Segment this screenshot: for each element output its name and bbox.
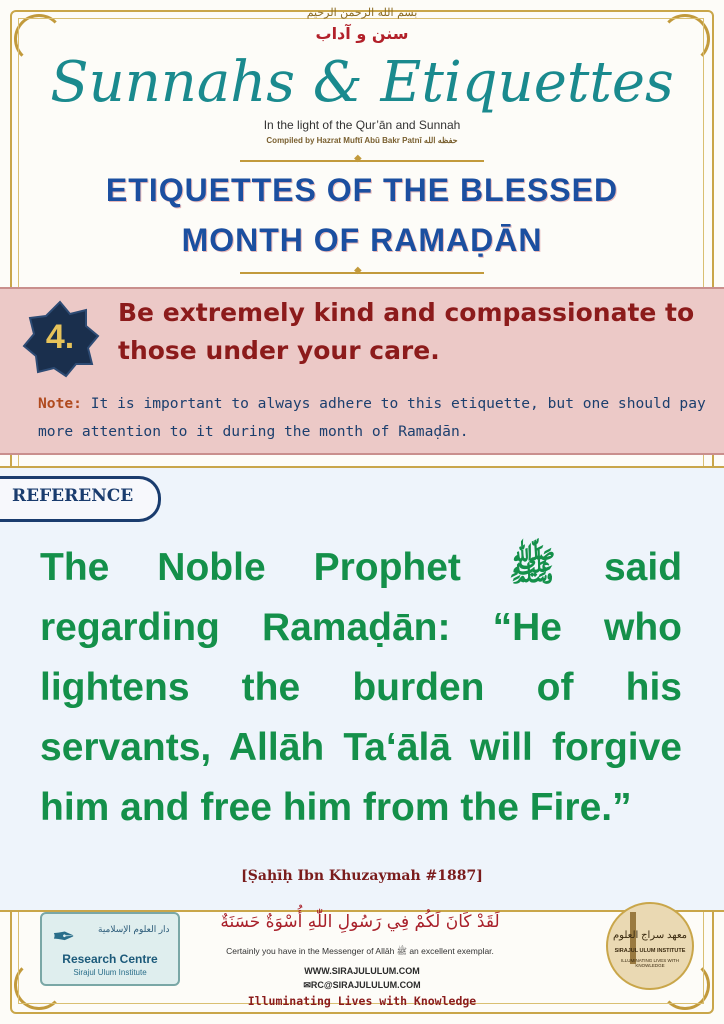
section-heading-line2: MONTH OF RAMAḌĀN (181, 222, 543, 258)
ornament-divider (240, 160, 484, 162)
etiquette-note (38, 390, 710, 446)
section-heading-line1: ETIQUETTES OF THE BLESSED (105, 172, 619, 208)
page-title: Sunnahs & Etiquettes (50, 50, 674, 115)
logo-name: Research Centre (62, 952, 158, 966)
tagline: Illuminating Lives with Knowledge (247, 994, 477, 1008)
note-label: Note: (38, 395, 82, 412)
website-link[interactable]: WWW.SIRAJULULUM.COM (304, 966, 420, 976)
hadith-quote: The Noble Prophet ﷺ said regarding Ramaḍān: “He who lightens the burden of his servants, Allāh Ta‘ālā will forgive him and free him from the Fire.” (40, 546, 683, 829)
logo-arabic: معهد سراج العلوم (612, 930, 688, 941)
quill-icon: ✒ (52, 921, 76, 952)
email-link[interactable]: ✉RC@SIRAJULULUM.COM (303, 980, 421, 990)
compiled-by: Compiled by Hazrat Muftī Abū Bakr Patnī حفظه الله (266, 136, 458, 145)
arabic-title: سنن و آداب (315, 24, 409, 43)
verse-arabic: لَقَدْ كَانَ لَكُمْ فِي رَسُولِ اللّٰهِ أُسْوَةٌ حَسَنَةٌ (220, 912, 500, 932)
hadith-source: [Ṣaḥīḥ Ibn Khuzaymah #1887] (241, 868, 483, 884)
note-text: It is important to always adhere to this etiquette, but one should pay more attention to it during the month of Ramaḍān. (38, 395, 706, 440)
bismillah-calligraphy: بسم الله الرحمن الرحيم (306, 6, 418, 19)
logo-motto: ILLUMINATING LIVES WITH KNOWLEDGE (621, 958, 679, 968)
ornament-divider (240, 272, 484, 274)
logo-arabic: دار العلوم الإسلامية (98, 924, 170, 934)
verse-translation: Certainly you have in the Messenger of Allāh ﷺ an excellent exemplar. (226, 946, 494, 956)
etiquette-number: 4. (45, 318, 75, 356)
etiquette-text: Be extremely kind and compassionate to those under your care. (118, 298, 695, 365)
logo-institute: Sirajul Ulum Institute (73, 968, 147, 977)
institute-logo (606, 902, 694, 990)
reference-label: REFERENCE (12, 486, 134, 506)
subtitle: In the light of the Qur’ān and Sunnah (263, 118, 461, 132)
logo-name: SIRAJUL ULUM INSTITUTE (614, 948, 686, 954)
